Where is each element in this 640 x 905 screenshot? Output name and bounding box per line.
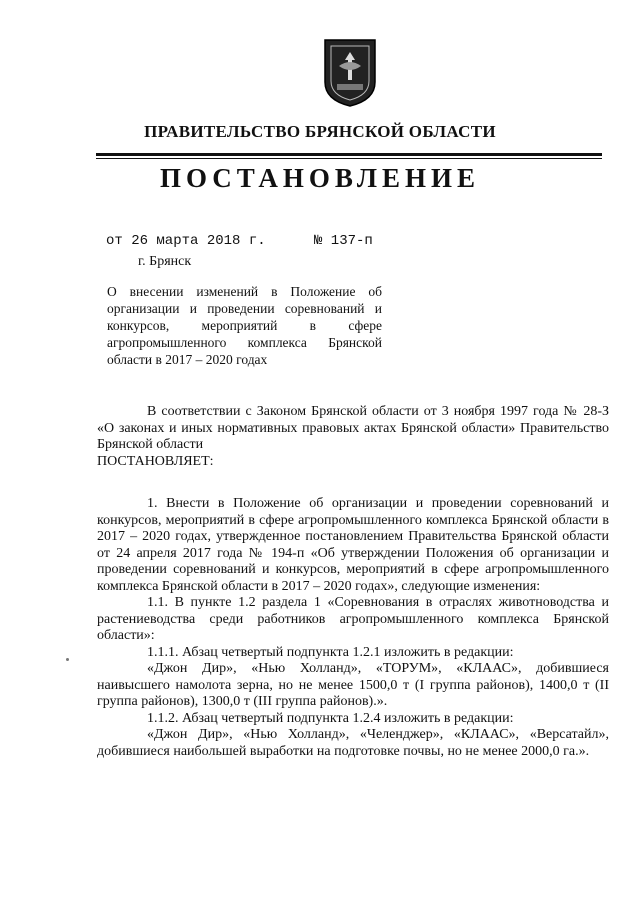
clause-1-1-1: 1.1.1. Абзац четвертый подпункта 1.2.1 изложить в редакции: (147, 644, 514, 660)
government-title: ПРАВИТЕЛЬСТВО БРЯНСКОЙ ОБЛАСТИ (144, 122, 496, 141)
header-rule-thin (96, 158, 602, 159)
document-body (97, 404, 609, 760)
document-city: г. Брянск (138, 254, 192, 269)
document-date: от 26 марта 2018 г. (106, 233, 266, 249)
document-type-title: ПОСТАНОВЛЕНИЕ (159, 163, 481, 193)
scan-speck (66, 658, 69, 661)
clause-1-1-2-text: «Джон Дир», «Нью Холланд», «Челенджер», «КЛААС», «Версатайл», добившиеся наибольшей выработки на подготовке почвы, но не менее 2000,0 га.». (97, 727, 609, 759)
decree-word: ПОСТАНОВЛЯЕТ: (97, 453, 214, 469)
coat-of-arms-icon (321, 36, 379, 108)
header-rule-thick (96, 153, 602, 156)
document-subject: О внесении изменений в Положение об организации и проведении соревнований и конкурсов, мероприятий в сфере агропромышленного комплекса Брянской области в 2017 – 2020 годах (107, 284, 382, 367)
document-number: № 137-п (314, 233, 373, 249)
preamble-paragraph: В соответствии с Законом Брянской области от 3 ноября 1997 года № 28-З «О законах и иных нормативных правовых актах Брянской области» Правительство Брянской области (97, 404, 609, 452)
clause-1: 1. Внести в Положение об организации и проведении соревнований и конкурсов, мероприятий в сфере агропромышленного комплекса Брянской области в 2017 – 2020 годах, утвержденное постановлением Правительства Брянской области от 24 апреля 2017 года № 194-п «Об утверждении Положения об организации и проведении соревнований и конкурсов, мероприятий в сфере агропромышленного комплекса Брянской области в 2017 – 2020 годах», следующие изменения: (97, 496, 609, 594)
clause-1-1: 1.1. В пункте 1.2 раздела 1 «Соревнования в отраслях животноводства и растениеводства среди работников агропромышленного комплекса Брянской области»: (97, 595, 609, 643)
clause-1-1-2: 1.1.2. Абзац четвертый подпункта 1.2.4 изложить в редакции: (147, 710, 514, 726)
clause-1-1-1-text: «Джон Дир», «Нью Холланд», «ТОРУМ», «КЛААС», добившиеся наивысшего намолота зерна, но не менее 1500,0 т (I группа районов), 1400,0 т (II группа районов), 1300,0 т (III группа районов).». (97, 661, 609, 709)
